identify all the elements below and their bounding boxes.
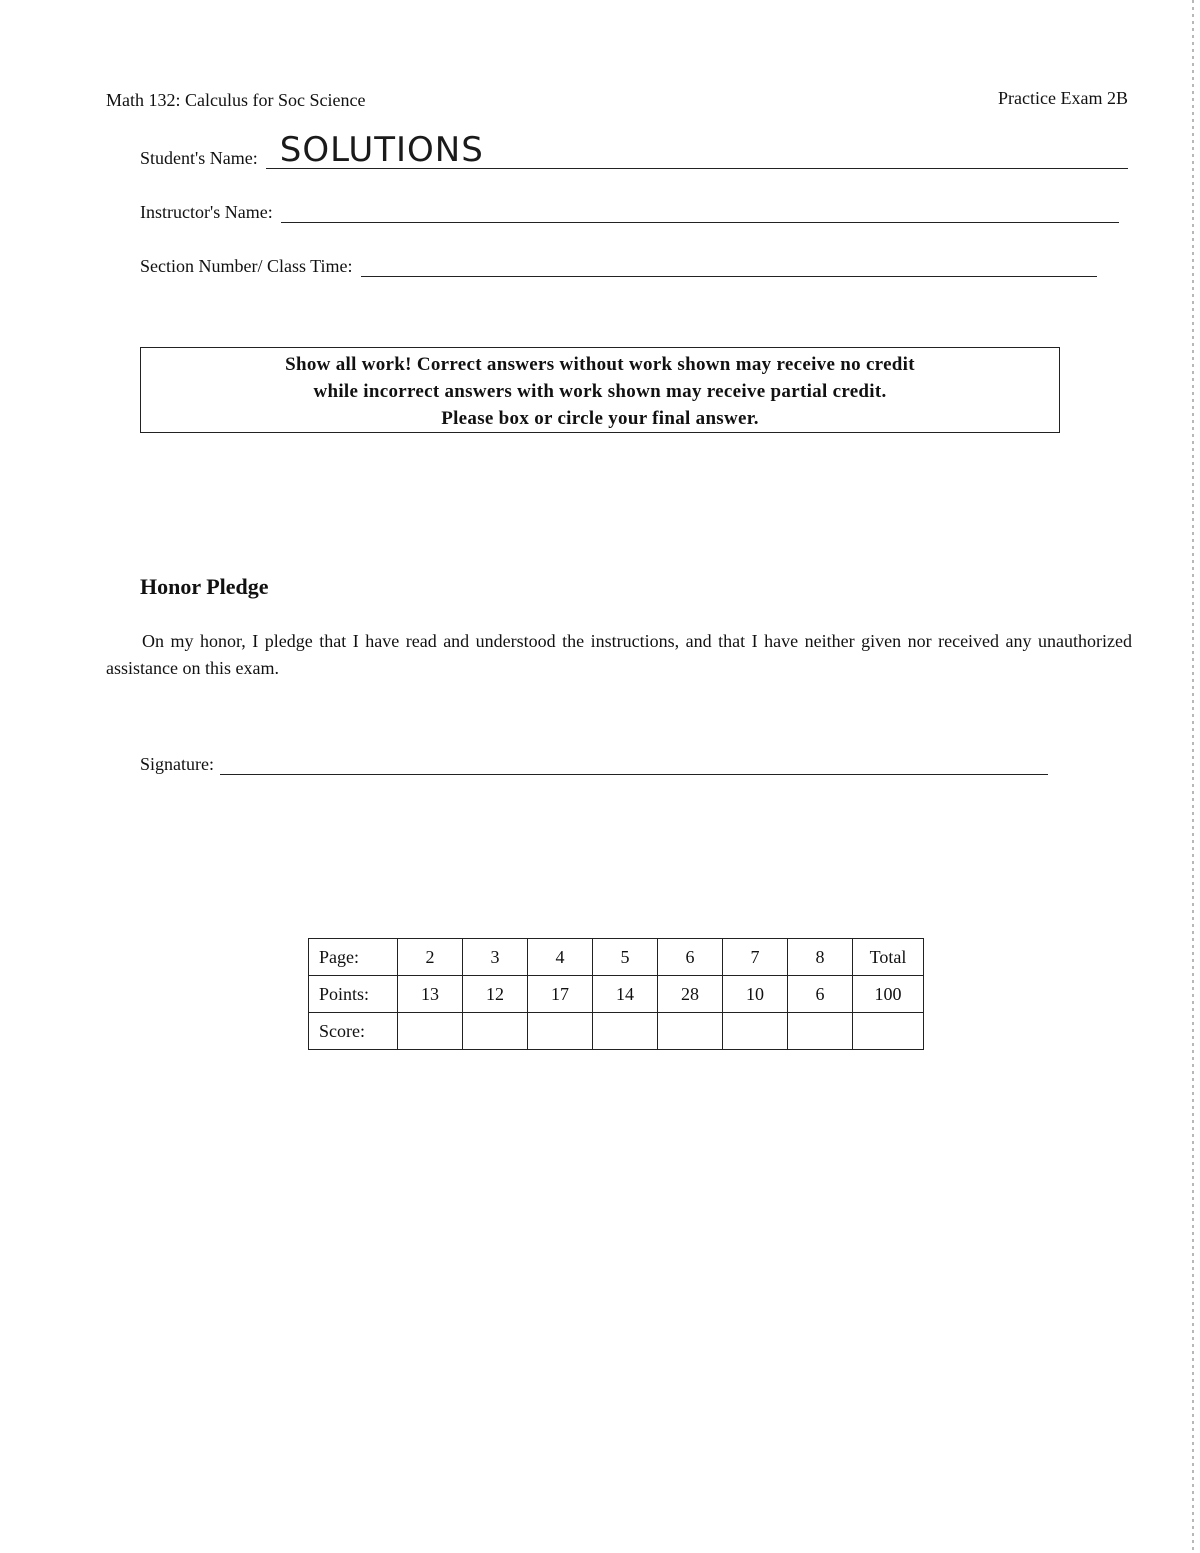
page-cell: 8: [788, 939, 853, 976]
page-cell: 4: [528, 939, 593, 976]
points-cell: 17: [528, 976, 593, 1013]
page-cell-total: Total: [853, 939, 924, 976]
signature-label: Signature:: [140, 754, 214, 774]
signature-line[interactable]: [220, 754, 1048, 775]
score-table: [308, 938, 924, 1050]
section-label: Section Number/ Class Time:: [140, 256, 353, 276]
honor-pledge-heading: Honor Pledge: [140, 574, 269, 599]
honor-pledge-text: On my honor, I pledge that I have read and understood the instructions, and that I have neither given nor received any unauthorized assistance on this exam.: [106, 631, 1132, 678]
signature-field[interactable]: [140, 754, 1048, 775]
points-cell: 14: [593, 976, 658, 1013]
section-line[interactable]: [361, 254, 1097, 277]
score-cell[interactable]: [398, 1013, 463, 1050]
page-cell: 7: [723, 939, 788, 976]
instructor-name-field[interactable]: [140, 200, 1119, 223]
row-label-page: Page:: [309, 939, 398, 976]
points-cell: 13: [398, 976, 463, 1013]
points-cell: 12: [463, 976, 528, 1013]
student-name-line[interactable]: [266, 130, 1128, 170]
instructions-line-1: Show all work! Correct answers without work shown may receive no credit: [285, 354, 915, 375]
instructor-name-line[interactable]: [281, 200, 1119, 223]
score-cell[interactable]: [723, 1013, 788, 1050]
points-cell: 10: [723, 976, 788, 1013]
scan-edge-artifact: [1192, 0, 1194, 1553]
score-cell-total[interactable]: [853, 1013, 924, 1050]
page-cell: 5: [593, 939, 658, 976]
instructions-line-2: while incorrect answers with work shown may receive partial credit.: [313, 381, 887, 402]
score-cell[interactable]: [593, 1013, 658, 1050]
points-cell-total: 100: [853, 976, 924, 1013]
points-cell: 6: [788, 976, 853, 1013]
course-title: Math 132: Calculus for Soc Science: [106, 90, 366, 110]
page-cell: 2: [398, 939, 463, 976]
table-row-page: [309, 939, 924, 976]
score-cell[interactable]: [788, 1013, 853, 1050]
row-label-points: Points:: [309, 976, 398, 1013]
score-cell[interactable]: [528, 1013, 593, 1050]
table-row-points: [309, 976, 924, 1013]
page-cell: 6: [658, 939, 723, 976]
section-field[interactable]: [140, 254, 1097, 277]
exam-title: Practice Exam 2B: [998, 88, 1128, 108]
row-label-score: Score:: [309, 1013, 398, 1050]
student-name-label: Student's Name:: [140, 148, 258, 168]
table-row-score: [309, 1013, 924, 1050]
points-cell: 28: [658, 976, 723, 1013]
instructions-line-3: Please box or circle your final answer.: [441, 408, 759, 429]
instructor-name-label: Instructor's Name:: [140, 202, 273, 222]
page-cell: 3: [463, 939, 528, 976]
student-name-field[interactable]: [140, 130, 1128, 170]
score-cell[interactable]: [658, 1013, 723, 1050]
instructions-box: [140, 347, 1060, 433]
student-name-handwritten: SOLUTIONS: [279, 130, 484, 170]
score-cell[interactable]: [463, 1013, 528, 1050]
